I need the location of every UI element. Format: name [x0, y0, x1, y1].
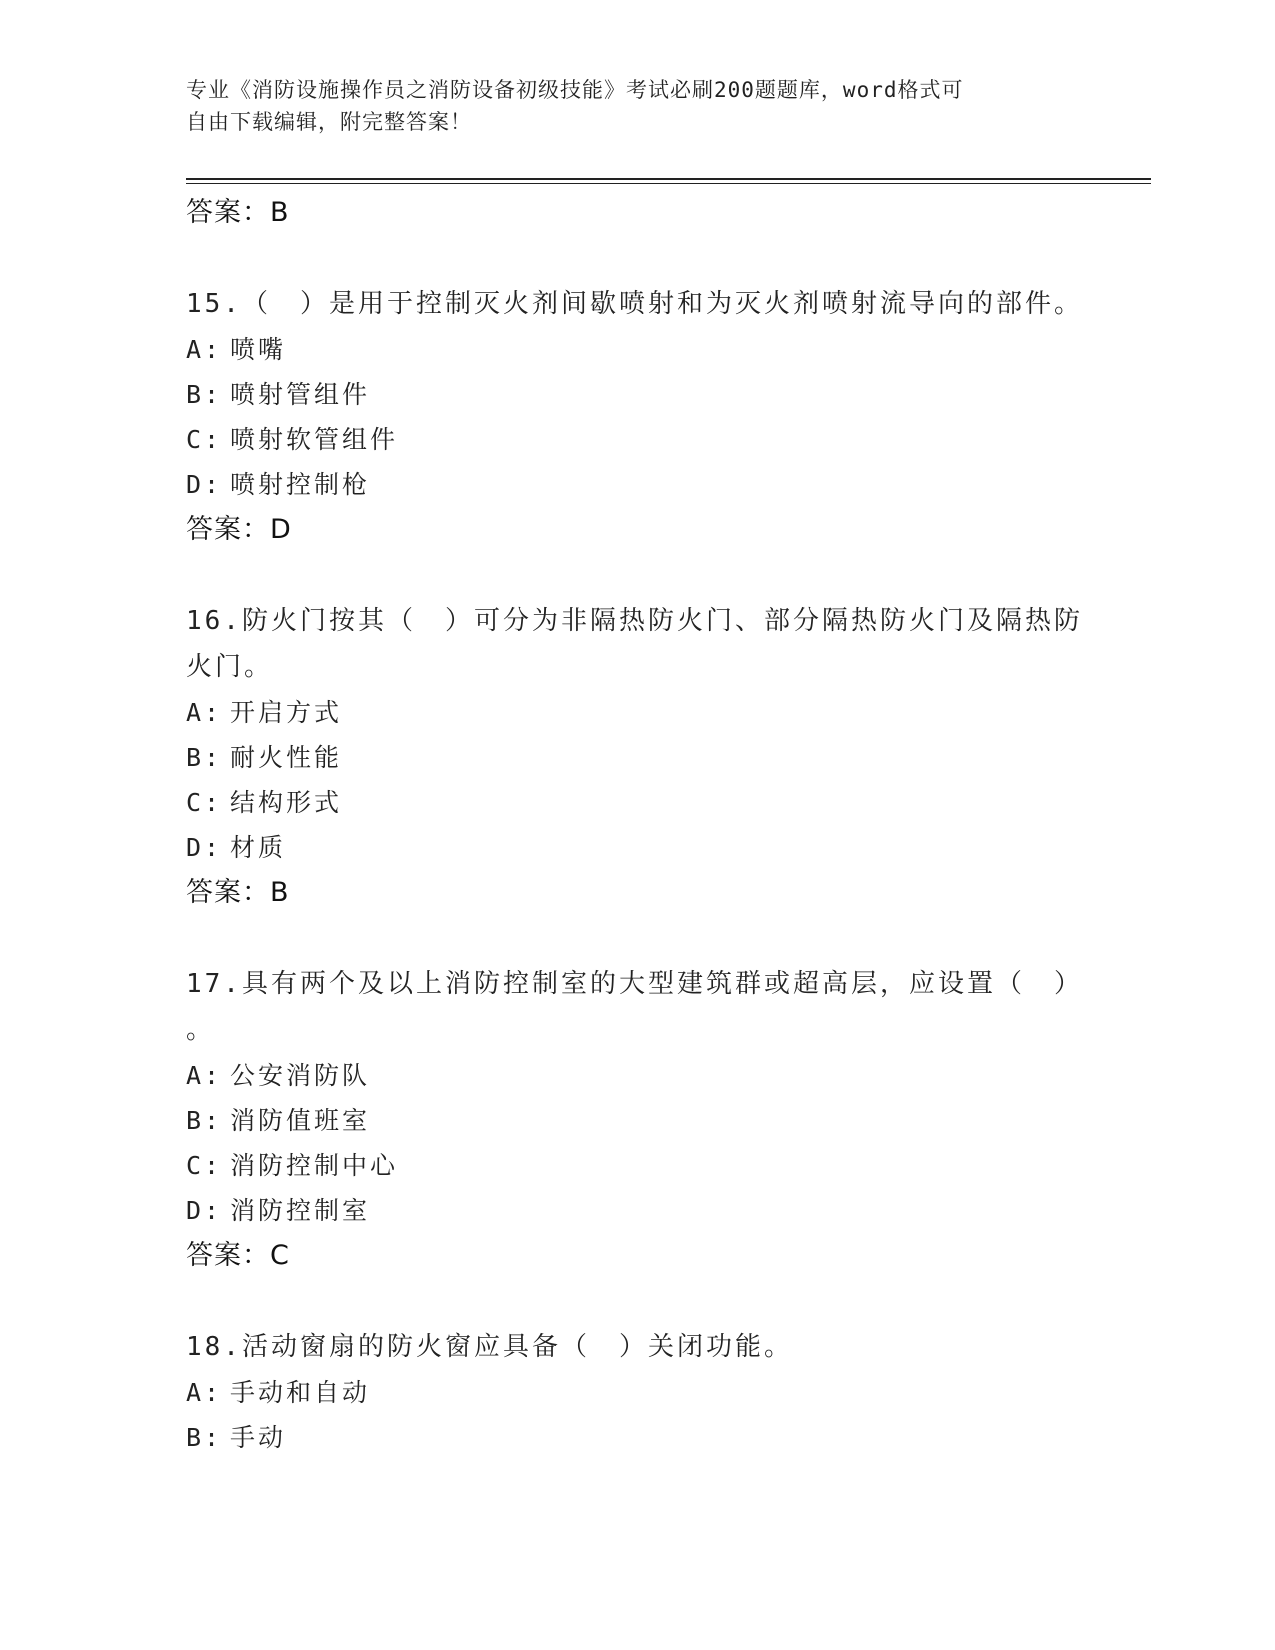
option-a — [186, 1053, 1086, 1098]
option-d — [186, 825, 1086, 870]
option-key: A: — [186, 1061, 223, 1090]
option-key: C: — [186, 1151, 223, 1180]
option-text: 消防值班室 — [230, 1106, 371, 1135]
spacer — [186, 1278, 1086, 1324]
option-d — [186, 462, 1086, 507]
question-stem-continued: 。 — [186, 1015, 216, 1045]
option-text: 耐火性能 — [230, 743, 343, 772]
option-c — [186, 1143, 1086, 1188]
spacer — [186, 915, 1086, 961]
option-key: A: — [186, 335, 223, 364]
header-line-1: 专业《消防设施操作员之消防设备初级技能》考试必刷200题题库，word格式可 — [186, 78, 964, 102]
option-text: 手动 — [230, 1423, 287, 1452]
option-key: B: — [186, 743, 223, 772]
option-text: 消防控制中心 — [230, 1151, 399, 1180]
option-b — [186, 735, 1086, 780]
option-text: 公安消防队 — [230, 1061, 371, 1090]
document-body — [186, 190, 1086, 1460]
option-text: 材质 — [230, 833, 287, 862]
option-key: B: — [186, 1106, 223, 1135]
header-divider-thick — [186, 178, 1151, 180]
spacer — [186, 235, 1086, 281]
question-stem: 18.活动窗扇的防火窗应具备（ ）关闭功能。 — [186, 1332, 793, 1362]
option-a — [186, 690, 1086, 735]
option-text: 喷嘴 — [230, 335, 287, 364]
option-b — [186, 1415, 1086, 1460]
option-text: 消防控制室 — [230, 1196, 371, 1225]
option-key: A: — [186, 698, 223, 727]
option-text: 喷射软管组件 — [230, 425, 399, 454]
option-a — [186, 327, 1086, 372]
option-key: B: — [186, 1423, 223, 1452]
option-key: C: — [186, 788, 223, 817]
option-key: A: — [186, 1378, 223, 1407]
option-key: B: — [186, 380, 223, 409]
question-stem: 16.防火门按其（ ）可分为非隔热防火门、部分隔热防火门及隔热防 — [186, 606, 1083, 636]
header-line-2: 自由下载编辑，附完整答案！ — [186, 110, 472, 134]
option-text: 喷射管组件 — [230, 380, 371, 409]
option-b — [186, 1098, 1086, 1143]
answer: 答案：B — [186, 877, 290, 908]
answer: 答案：C — [186, 1240, 290, 1271]
question-stem-continued: 火门。 — [186, 652, 274, 682]
option-text: 结构形式 — [230, 788, 343, 817]
option-a — [186, 1370, 1086, 1415]
option-key: C: — [186, 425, 223, 454]
question-stem: 17.具有两个及以上消防控制室的大型建筑群或超高层，应设置（ ） — [186, 969, 1083, 999]
question-stem: 15.（ ）是用于控制灭火剂间歇喷射和为灭火剂喷射流导向的部件。 — [186, 289, 1083, 319]
option-c — [186, 417, 1086, 462]
option-key: D: — [186, 470, 223, 499]
option-text: 开启方式 — [230, 698, 343, 727]
document-header — [186, 74, 1066, 138]
question-16 — [186, 598, 1086, 915]
option-b — [186, 372, 1086, 417]
answer-previous: 答案：B — [186, 197, 290, 228]
option-d — [186, 1188, 1086, 1233]
option-text: 手动和自动 — [230, 1378, 371, 1407]
option-c — [186, 780, 1086, 825]
option-text: 喷射控制枪 — [230, 470, 371, 499]
header-divider-thin — [186, 183, 1151, 184]
question-15 — [186, 281, 1086, 552]
option-key: D: — [186, 833, 223, 862]
question-18 — [186, 1324, 1086, 1460]
question-17 — [186, 961, 1086, 1278]
option-key: D: — [186, 1196, 223, 1225]
answer: 答案：D — [186, 514, 292, 545]
spacer — [186, 552, 1086, 598]
